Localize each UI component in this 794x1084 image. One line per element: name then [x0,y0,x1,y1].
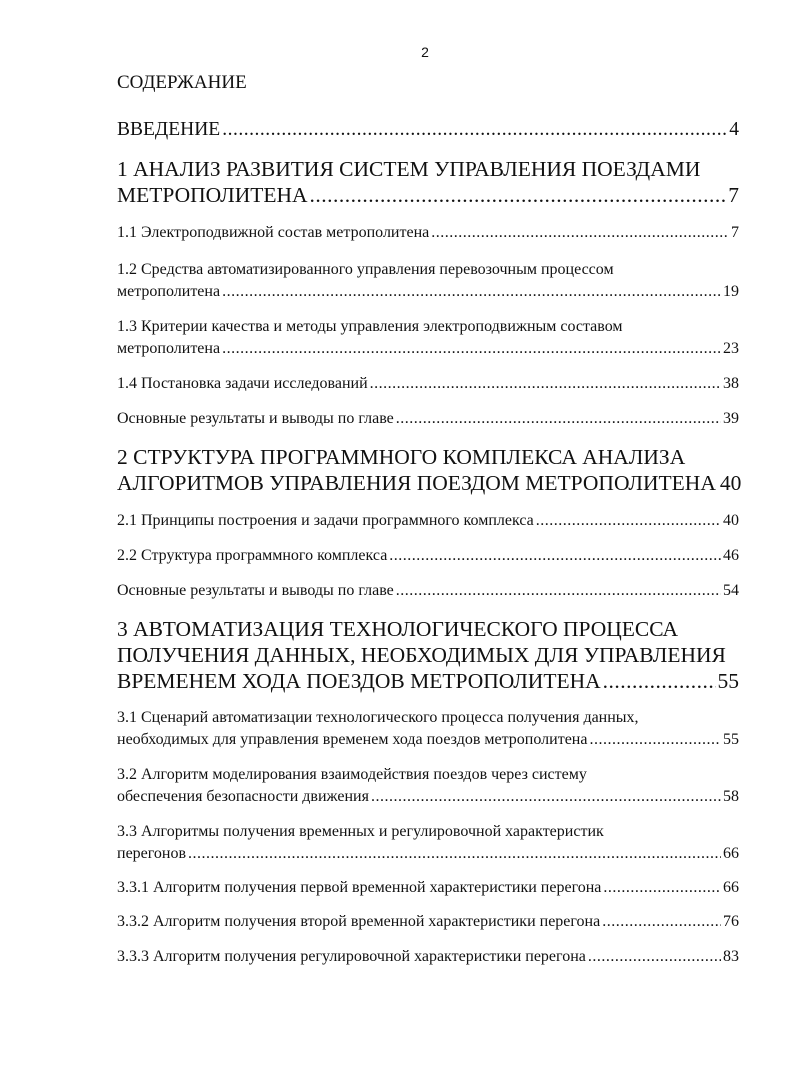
toc-entry[interactable] [117,259,739,303]
toc-entry[interactable] [117,222,739,244]
toc-entry-last-line [117,338,739,360]
toc-entry-text: 2 СТРУКТУРА ПРОГРАММНОГО КОМПЛЕКСА АНАЛИЗА [117,445,686,469]
toc-entry[interactable] [117,510,739,532]
toc-entry-page: 7 [731,224,739,241]
toc-entry-page: 23 [723,340,739,357]
toc-entry[interactable] [117,911,739,933]
toc-entry-page: 4 [729,119,739,140]
toc-entry[interactable] [117,316,739,360]
toc-entry-text: метрополитена [117,340,221,357]
dot-leader [603,877,721,899]
toc-entry-page: 66 [723,845,739,862]
toc-entry-text: 2.1 Принципы построения и задачи программного комплекса [117,512,534,529]
toc-entry-last-line [117,545,739,567]
toc-entry-text: перегонов [117,845,187,862]
toc-entry[interactable] [117,616,739,694]
toc-entry-page: 55 [723,731,739,748]
dot-leader [370,373,721,395]
dot-leader [396,580,721,602]
toc-entry-page: 55 [717,669,739,693]
toc-entry-text: Основные результаты и выводы по главе [117,410,394,427]
toc-entry[interactable] [117,117,739,143]
toc-entry-page: 76 [723,913,739,930]
dot-leader [389,545,721,567]
toc-entry[interactable] [117,373,739,395]
toc-entry-text: ВРЕМЕНЕМ ХОДА ПОЕЗДОВ МЕТРОПОЛИТЕНА [117,669,601,693]
toc-entry-text: 3.3.2 Алгоритм получения второй временной характеристики перегона [117,913,601,930]
toc-title: СОДЕРЖАНИЕ [117,72,247,93]
toc-entry-text: метрополитена [117,283,221,300]
toc-entry[interactable] [117,156,739,208]
toc-entry-text: 3.1 Сценарий автоматизации технологического процесса получения данных, [117,709,639,726]
toc-entry-text: АЛГОРИТМОВ УПРАВЛЕНИЯ ПОЕЗДОМ МЕТРОПОЛИТЕНА [117,471,716,495]
toc-entry-last-line [117,281,739,303]
toc-entry-text: МЕТРОПОЛИТЕНА [117,183,308,207]
toc-entry-page: 83 [723,948,739,965]
toc-entry-page: 38 [723,375,739,392]
toc-entry-page: 46 [723,547,739,564]
toc-entry-text: ВВЕДЕНИЕ [117,119,221,140]
toc-entry[interactable] [117,545,739,567]
toc-entry-text: 1.2 Средства автоматизированного управления перевозочным процессом [117,261,614,278]
toc-entry-page: 7 [728,183,739,207]
toc-entry-text: 3 АВТОМАТИЗАЦИЯ ТЕХНОЛОГИЧЕСКОГО ПРОЦЕССА [117,617,679,641]
toc-entry[interactable] [117,877,739,899]
toc-entry-last-line [117,117,739,143]
toc-entry-last-line [117,843,739,865]
toc-entry-text: 1.3 Критерии качества и методы управления электроподвижным составом [117,318,623,335]
dot-leader [431,222,729,244]
toc-entry[interactable] [117,444,742,496]
toc-entry-page: 66 [723,879,739,896]
toc-entry-page: 58 [723,788,739,805]
toc-entry-text: 1 АНАЛИЗ РАЗВИТИЯ СИСТЕМ УПРАВЛЕНИЯ ПОЕЗДАМИ [117,157,701,181]
page-number: 2 [421,44,429,60]
toc-entry-last-line [117,222,739,244]
dot-leader [222,338,721,360]
toc-entry-page: 19 [723,283,739,300]
dot-leader [603,668,716,694]
toc-entry[interactable] [117,580,739,602]
dot-leader [310,182,727,208]
toc-entry-last-line [117,408,739,430]
toc-entry-text: 3.2 Алгоритм моделирования взаимодействия поездов через систему [117,766,587,783]
toc-entry-last-line [117,580,739,602]
dot-leader [536,510,721,532]
dot-leader [602,911,721,933]
dot-leader [588,946,721,968]
toc-entry-text: необходимых для управления временем хода поездов метрополитена [117,731,588,748]
dot-leader [396,408,721,430]
toc-entry-last-line [117,877,739,899]
toc-entry-page: 40 [719,471,742,495]
toc-entry-text: 1.1 Электроподвижной состав метрополитена [117,224,430,241]
toc-entry-text: 1.4 Постановка задачи исследований [117,375,368,392]
toc-entry-text: обеспечения безопасности движения [117,788,369,805]
dot-leader [188,843,721,865]
toc-entry[interactable] [117,764,739,808]
toc-entry-last-line [117,373,739,395]
toc-entry[interactable] [117,408,739,430]
toc-entry-last-line [117,470,742,496]
toc-entry-text: Основные результаты и выводы по главе [117,582,394,599]
toc-entry-last-line [117,946,739,968]
toc-entry-last-line [117,729,739,751]
toc-entry-last-line [117,911,739,933]
dot-leader [222,281,721,303]
toc-entry-text: 3.3 Алгоритмы получения временных и регулировочной характеристик [117,823,604,840]
toc-entry[interactable] [117,821,739,865]
toc-entry-last-line [117,510,739,532]
toc-entry-text: 3.3.1 Алгоритм получения первой временной характеристики перегона [117,879,602,896]
toc-entry-text: 3.3.3 Алгоритм получения регулировочной характеристики перегона [117,948,586,965]
toc-entry-text: ПОЛУЧЕНИЯ ДАННЫХ, НЕОБХОДИМЫХ ДЛЯ УПРАВЛЕНИЯ [117,643,726,667]
dot-leader [222,117,727,143]
toc-entry[interactable] [117,946,739,968]
toc-entry-page: 54 [723,582,739,599]
dot-leader [589,729,721,751]
toc-entry-page: 39 [723,410,739,427]
dot-leader [371,786,721,808]
toc-entry-last-line [117,786,739,808]
toc-entry-last-line [117,668,739,694]
toc-entry-text: 2.2 Структура программного комплекса [117,547,388,564]
toc-entry-last-line [117,182,739,208]
toc-entry[interactable] [117,707,739,751]
toc-entry-page: 40 [723,512,739,529]
